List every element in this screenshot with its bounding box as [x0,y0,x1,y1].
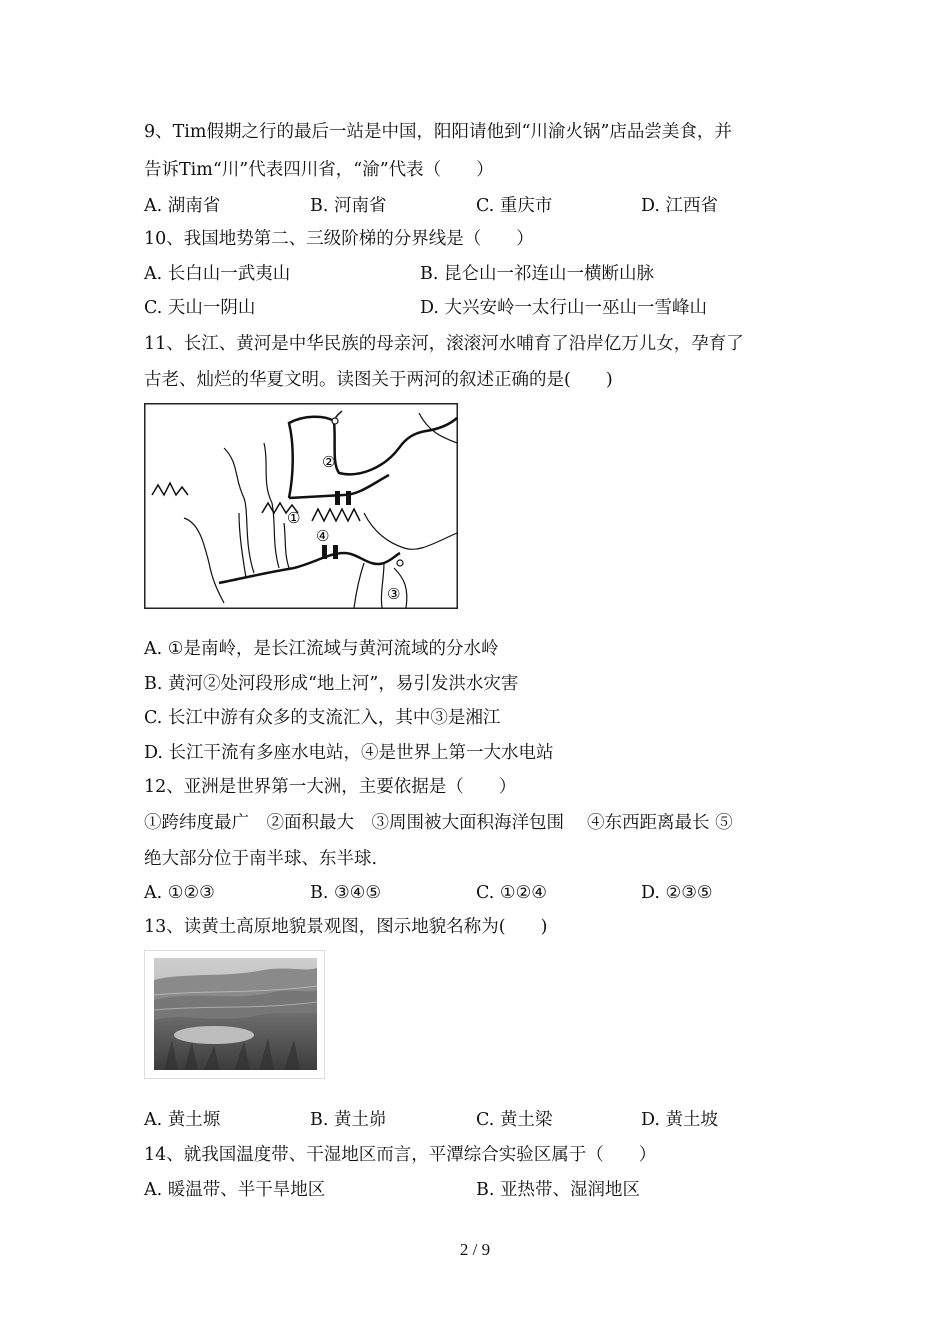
q14-option-a: A. 暖温带、半干旱地区 [144,1180,326,1200]
rivers-map-figure [144,403,458,609]
q13-option-b: B. 黄土峁 [310,1110,387,1130]
q11-option-c: C. 长江中游有众多的支流汇入，其中③是湘江 [144,708,501,728]
q12-items-line1: ①跨纬度最广 ②面积最大 ③周围被大面积海洋包围 ④东西距离最长 ⑤ [144,813,733,833]
q13-option-d: D. 黄土坡 [641,1110,719,1130]
q10-stem: 10、我国地势第二、三级阶梯的分界线是（ ） [144,229,534,249]
q10-option-b: B. 昆仑山一祁连山一横断山脉 [420,264,654,284]
q12-stem: 12、亚洲是世界第一大洲，主要依据是（ ） [144,777,517,797]
q13-stem: 13、读黄土高原地貌景观图，图示地貌名称为( ) [144,917,548,937]
q10-option-c: C. 天山一阴山 [144,298,256,318]
q9-stem-line1: 9、Tim假期之行的最后一站是中国，阳阳请他到“川渝火锅”店品尝美食，并 [144,122,732,142]
q9-option-b: B. 河南省 [310,196,387,216]
q10-option-d: D. 大兴安岭一太行山一巫山一雪峰山 [420,298,708,318]
q10-option-a: A. 长白山一武夷山 [144,264,291,284]
q9-option-d: D. 江西省 [641,196,719,216]
q9-stem-line2: 告诉Tim“川”代表四川省，“渝”代表（ ） [144,160,494,180]
map-label-2: ② [322,453,336,471]
q9-option-c: C. 重庆市 [476,196,553,216]
q9-option-a: A. 湖南省 [144,196,221,216]
q11-stem-line2: 古老、灿烂的华夏文明。读图关于两河的叙述正确的是( ) [144,370,613,390]
q14-stem: 14、就我国温度带、干湿地区而言，平潭综合实验区属于（ ） [144,1145,657,1165]
loess-landscape-photo [144,950,325,1079]
q12-option-d: D. ②③⑤ [641,883,713,903]
map-label-3: ③ [387,585,401,603]
map-label-4: ④ [316,527,330,545]
q13-option-c: C. 黄土梁 [476,1110,553,1130]
q12-option-a: A. ①②③ [144,883,215,903]
q12-option-b: B. ③④⑤ [310,883,382,903]
q11-stem-line1: 11、长江、黄河是中华民族的母亲河，滚滚河水哺育了沿岸亿万儿女，孕育了 [144,334,744,354]
q11-option-b: B. 黄河②处河段形成“地上河”，易引发洪水灾害 [144,674,519,694]
q13-option-a: A. 黄土塬 [144,1110,221,1130]
map-label-1: ① [287,509,301,527]
q11-option-a: A. ①是南岭，是长江流域与黄河流域的分水岭 [144,639,499,659]
page-number: 2 / 9 [459,1240,491,1259]
q11-option-d: D. 长江干流有多座水电站，④是世界上第一大水电站 [144,743,554,763]
q14-option-b: B. 亚热带、湿润地区 [476,1180,640,1200]
q12-items-line2: 绝大部分位于南半球、东半球. [144,849,378,869]
q12-option-c: C. ①②④ [476,883,547,903]
